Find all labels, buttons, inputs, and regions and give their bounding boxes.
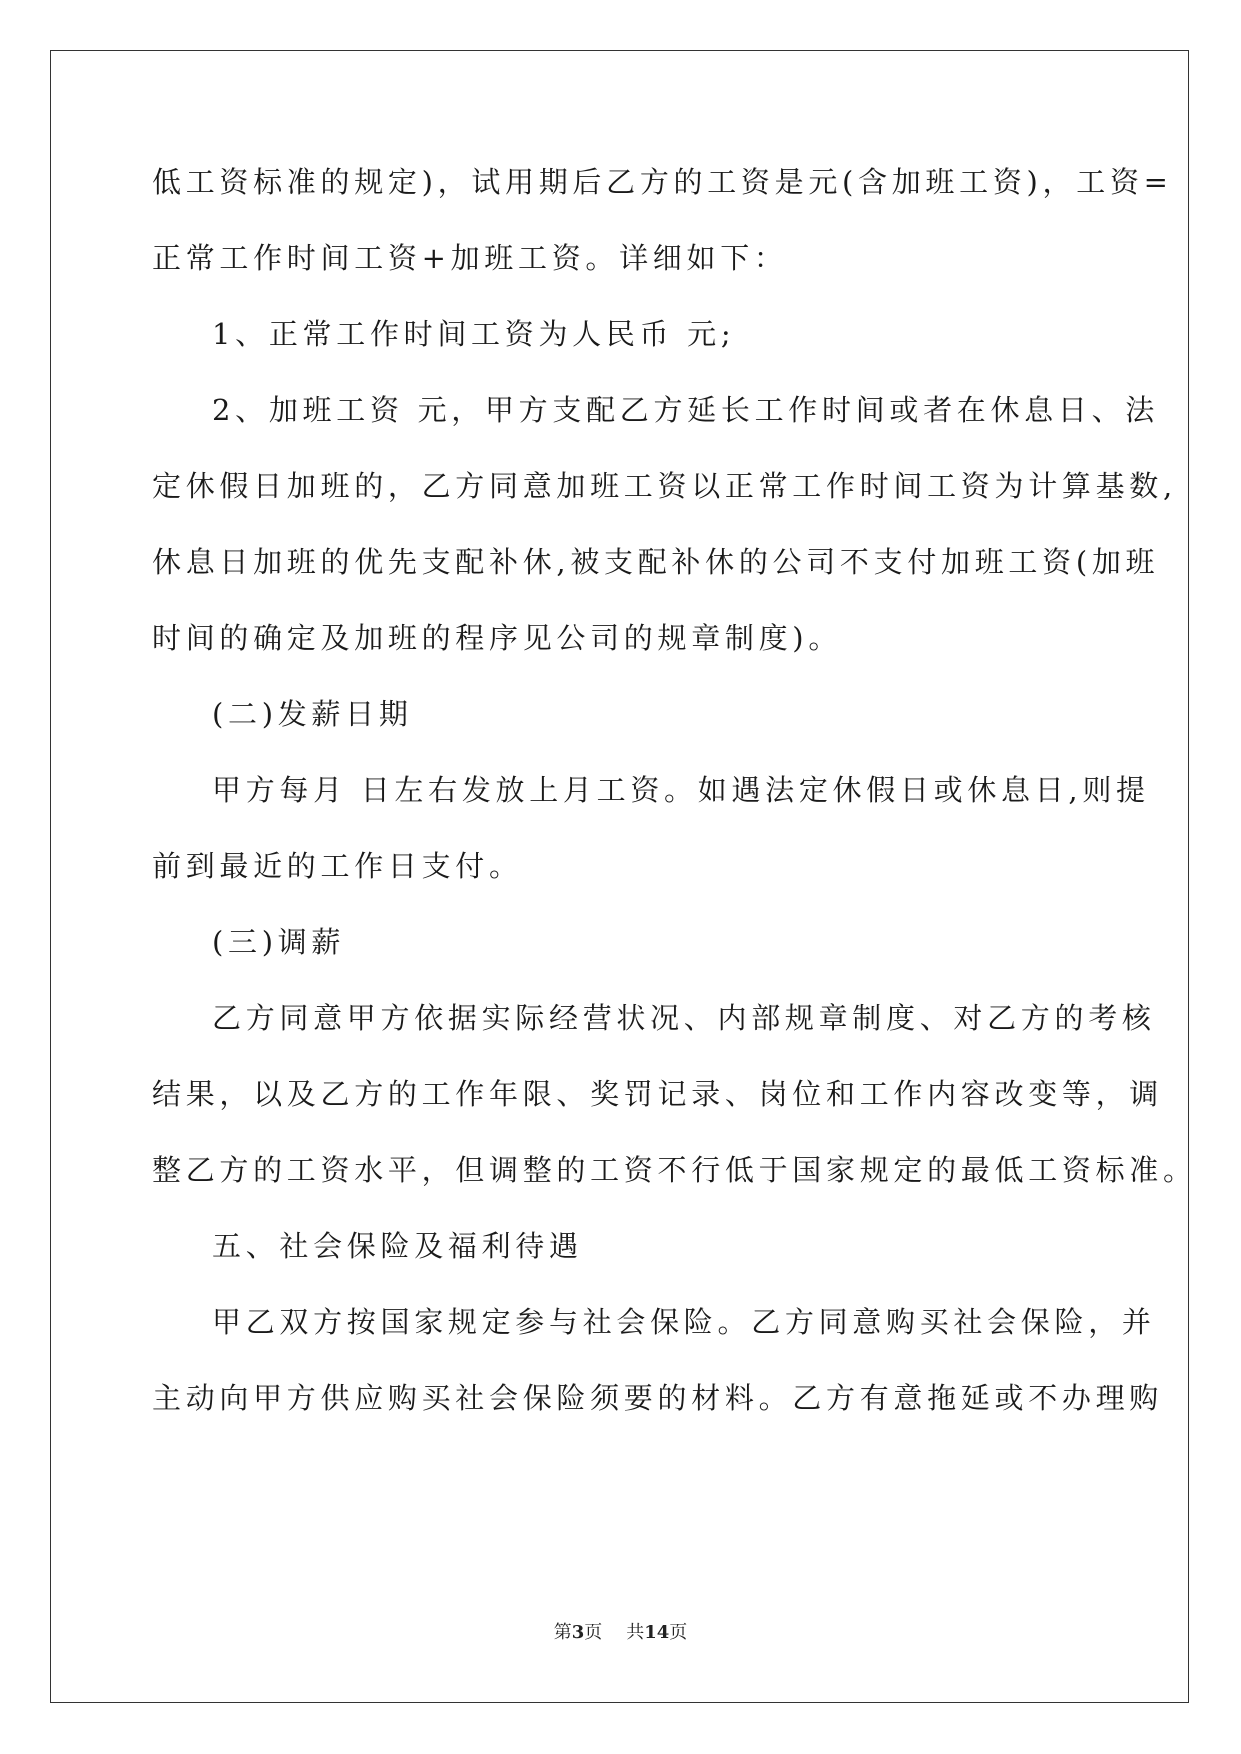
text-line: 定休假日加班的，乙方同意加班工资以正常工作时间工资为计算基数, — [152, 469, 1177, 503]
text-line: 主动向甲方供应购买社会保险须要的材料。乙方有意拖延或不办理购 — [152, 1381, 1164, 1415]
total-page-number: 14 — [644, 1622, 670, 1643]
text-line: 时间的确定及加班的程序见公司的规章制度)。 — [152, 621, 843, 655]
page-footer — [0, 1618, 1241, 1644]
list-item: 2、加班工资 元，甲方支配乙方延长工作时间或者在休息日、法 — [212, 393, 1159, 427]
text-line: 结果，以及乙方的工作年限、奖罚记录、岗位和工作内容改变等，调 — [152, 1077, 1164, 1111]
section-heading: (三)调薪 — [212, 925, 346, 959]
paragraph-start: 甲方每月 日左右发放上月工资。如遇法定休假日或休息日,则提 — [212, 773, 1150, 807]
text-line: 整乙方的工资水平，但调整的工资不行低于国家规定的最低工资标准。 — [152, 1153, 1197, 1187]
page-label-prefix: 第 — [553, 1622, 572, 1643]
current-page-number: 3 — [571, 1622, 585, 1643]
list-item: 1、正常工作时间工资为人民币 元; — [212, 317, 736, 351]
section-heading: (二)发薪日期 — [212, 697, 413, 731]
text-line: 正常工作时间工资+加班工资。详细如下： — [152, 241, 788, 275]
text-line: 休息日加班的优先支配补休,被支配补休的公司不支付加班工资(加班 — [152, 545, 1160, 579]
total-label-prefix: 共 — [626, 1622, 645, 1643]
page-label-unit: 页 — [584, 1622, 603, 1643]
text-line: 低工资标准的规定)，试用期后乙方的工资是元(含加班工资)，工资= — [152, 165, 1173, 199]
paragraph-start: 乙方同意甲方依据实际经营状况、内部规章制度、对乙方的考核 — [212, 1001, 1156, 1035]
section-heading: 五、社会保险及福利待遇 — [212, 1229, 583, 1263]
text-line: 前到最近的工作日支付。 — [152, 849, 523, 883]
total-label-unit: 页 — [669, 1622, 688, 1643]
paragraph-start: 甲乙双方按国家规定参与社会保险。乙方同意购买社会保险，并 — [212, 1305, 1156, 1339]
